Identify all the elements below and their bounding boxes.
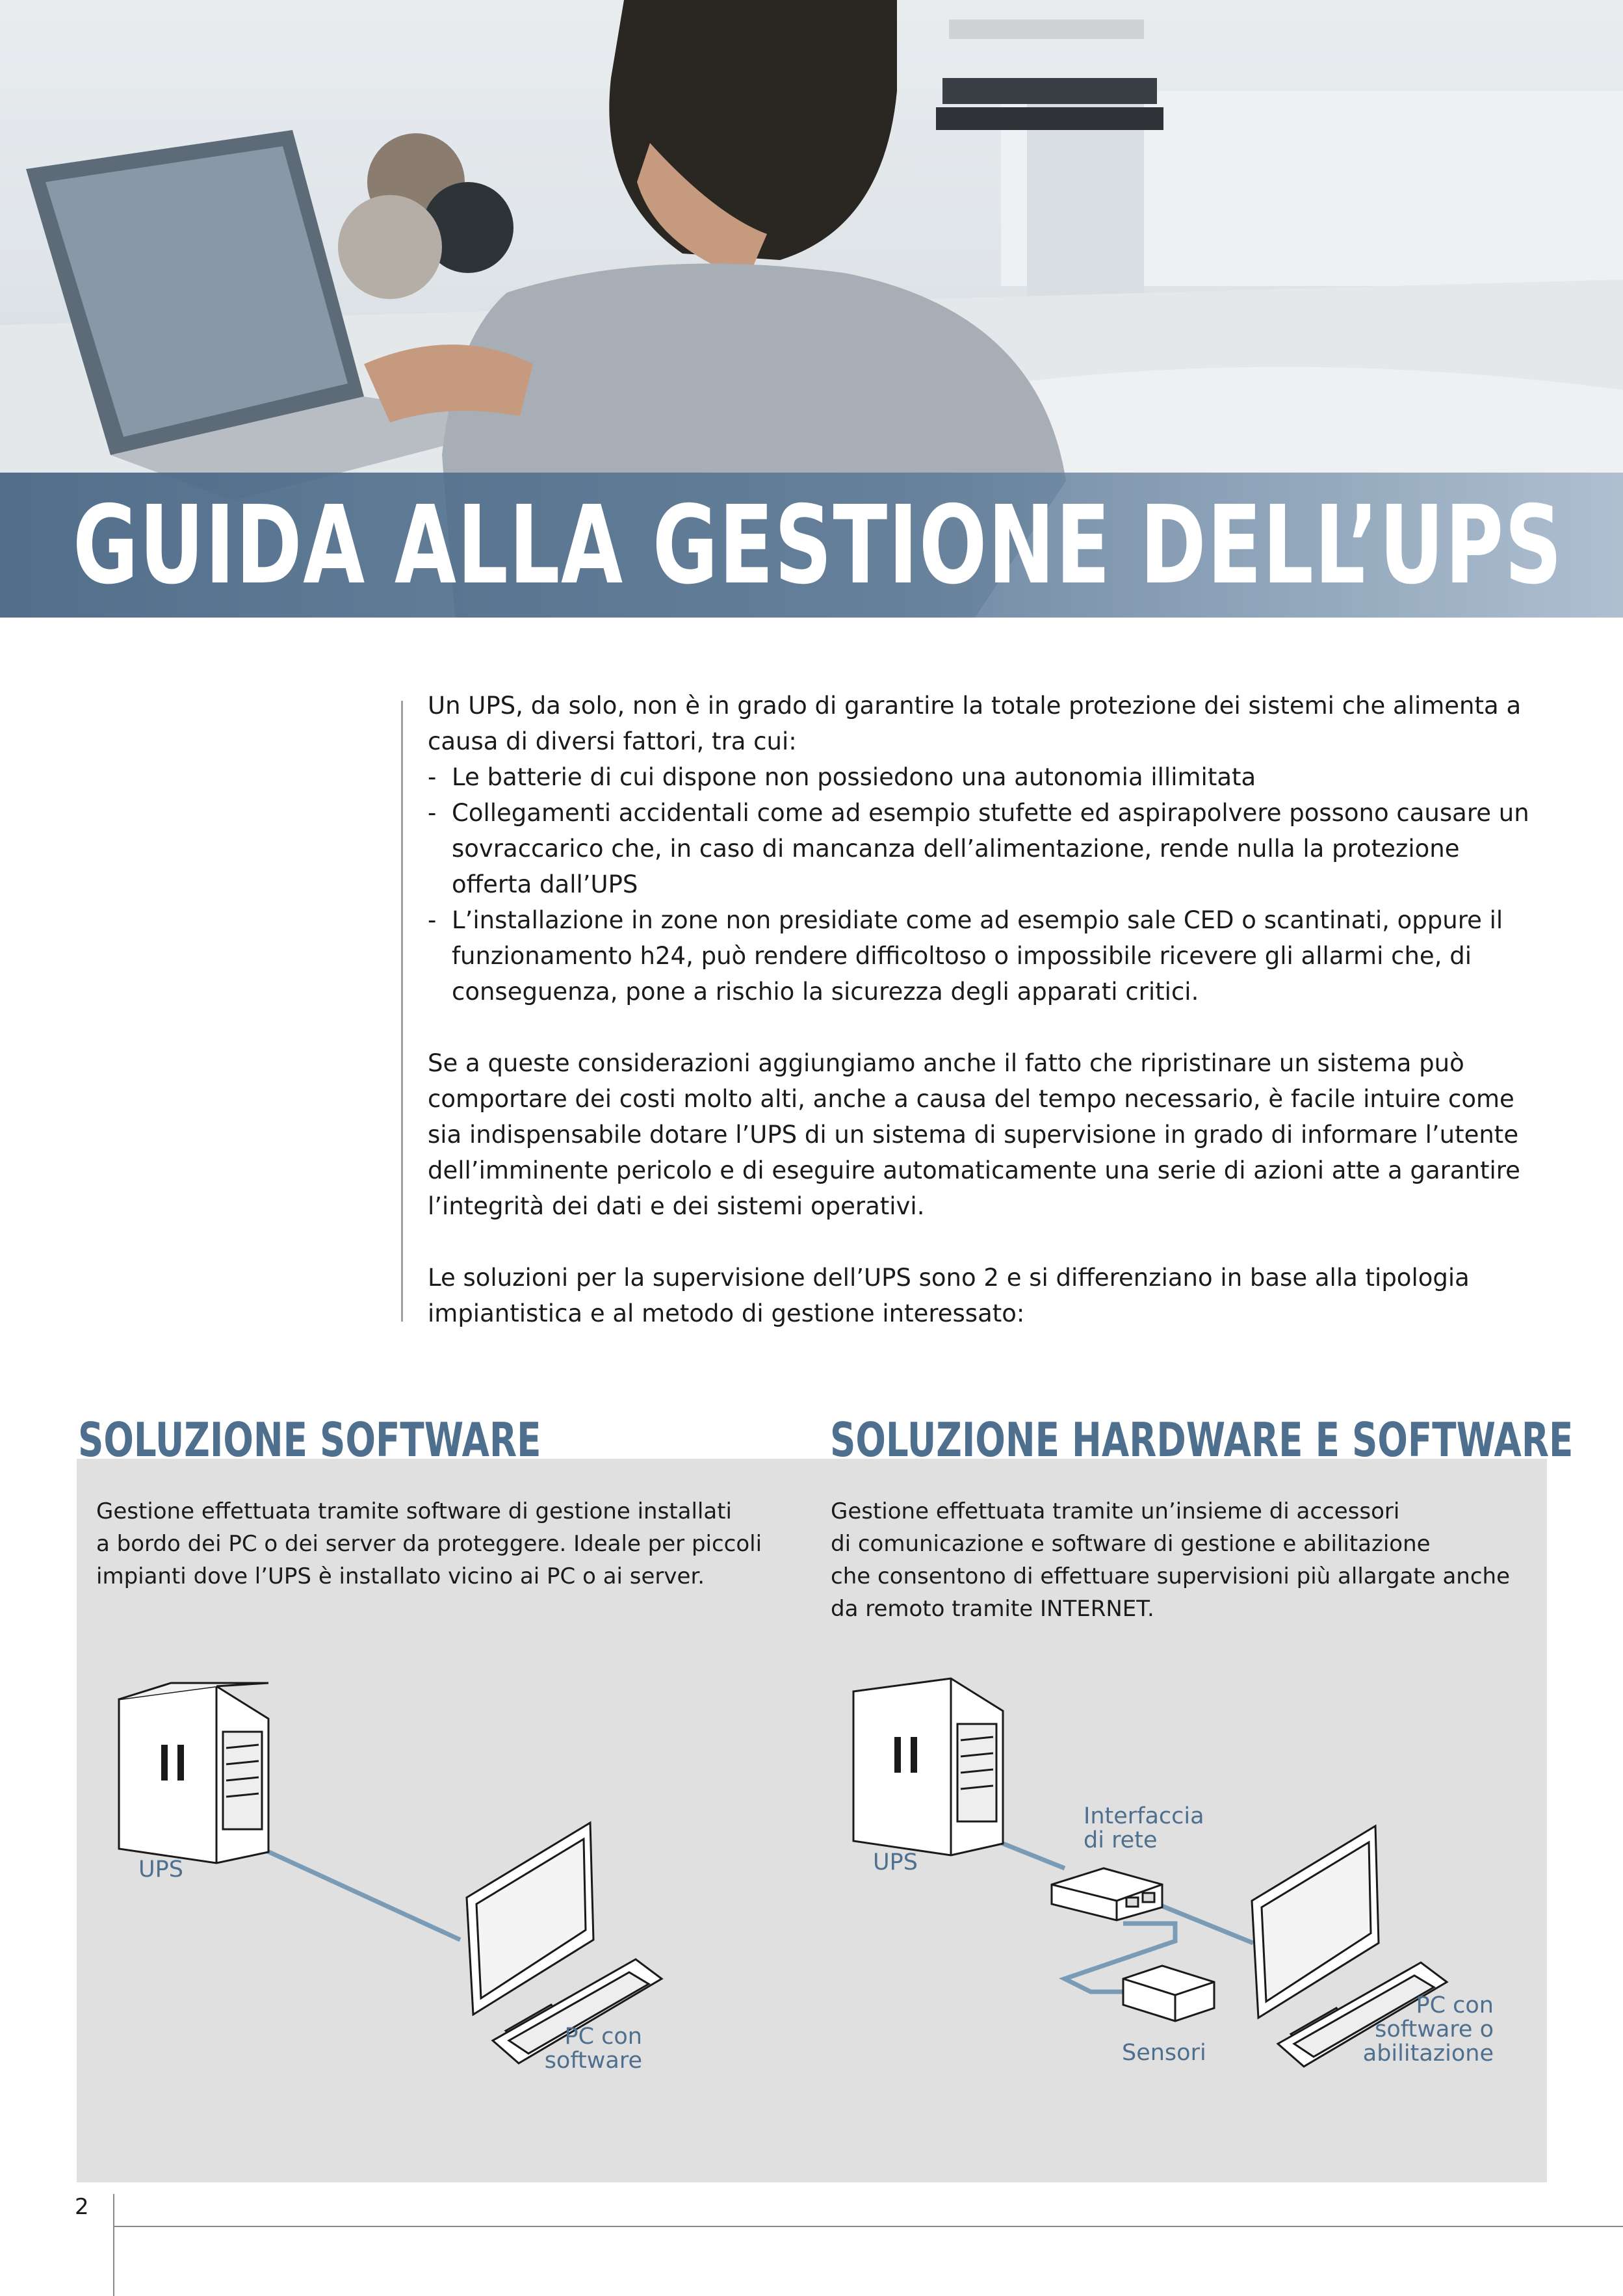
intro-paragraph-3: Le soluzioni per la supervisione dell’UPS sono 2 e si differenziano in base alla tipologia impiantistica e al metodo di gestione interessato: [428, 1264, 1470, 1327]
cable-line [262, 1849, 460, 1940]
solutions-diagram [77, 1459, 1547, 2182]
hardware-heading: SOLUZIONE HARDWARE E SOFTWARE [830, 1413, 1574, 1467]
footer-rule-horizontal [113, 2226, 1623, 2227]
intro-rule [401, 701, 403, 1322]
footer-rule-vertical [113, 2194, 114, 2296]
ups-label: UPS [138, 1857, 183, 1883]
pc-label: PC con software [544, 2024, 642, 2074]
ups-label: UPS [873, 1849, 918, 1875]
intro-text [428, 688, 1533, 1367]
page-number: 2 [75, 2194, 89, 2220]
list-item: - L’installazione in zone non presidiate come ad esempio sale CED o scantinati, oppure il funzionamento h24, può rendere difficoltoso o impossibile ricevere gli allarmi che, di conseguenza, pone a rischio la sicurezza degli apparati critici. [428, 906, 1503, 1006]
interface-label: Interfaccia di rete [1084, 1803, 1204, 1853]
list-item: - Le batterie di cui dispone non possiedono una autonomia illimitata [428, 763, 1256, 791]
page-title: GUIDA ALLA GESTIONE DELL’UPS [73, 483, 1563, 608]
sensor-icon [1123, 1966, 1214, 2021]
hardware-description: Gestione effettuata tramite un’insieme di accessori di comunicazione e software di gestione e abilitazione che consentono di effettuare supervisioni più allargate anche da remoto tramite INTERNET. [831, 1498, 1511, 1622]
ups-icon [119, 1683, 268, 1863]
software-heading: SOLUZIONE SOFTWARE [78, 1413, 541, 1467]
ups-icon [853, 1678, 1003, 1855]
intro-paragraph-2: Se a queste considerazioni aggiungiamo anche il fatto che ripristinare un sistema può comportare dei costi molto alti, anche a causa del tempo necessario, è facile intuire come sia indispensabile dotare l’UPS di un sistema di supervisione in grado di informare l’utente dell’imminente pericolo e di eseguire automaticamente una serie di azioni atte a garantire l’integrità dei dati e dei sistemi operativi. [428, 1049, 1520, 1220]
software-description: Gestione effettuata tramite software di gestione installati a bordo dei PC o dei server da proteggere. Ideale per piccoli impianti dove l’UPS è installato vicino ai PC o ai server. [96, 1498, 762, 1589]
list-item: - Collegamenti accidentali come ad esempio stufette ed aspirapolvere possono causare un sovraccarico che, in caso di mancanza dell’alimentazione, rende nulla la protezione offerta dall’UPS [428, 799, 1529, 898]
sensors-label: Sensori [1122, 2040, 1206, 2066]
network-interface-icon [1052, 1868, 1162, 1920]
pc-label: PC con software o abilitazione [1362, 1992, 1494, 2067]
intro-bullets [428, 759, 1533, 1010]
intro-lead: Un UPS, da solo, non è in grado di garantire la totale protezione dei sistemi che alimenta a causa di diversi fattori, tra cui: [428, 692, 1522, 755]
